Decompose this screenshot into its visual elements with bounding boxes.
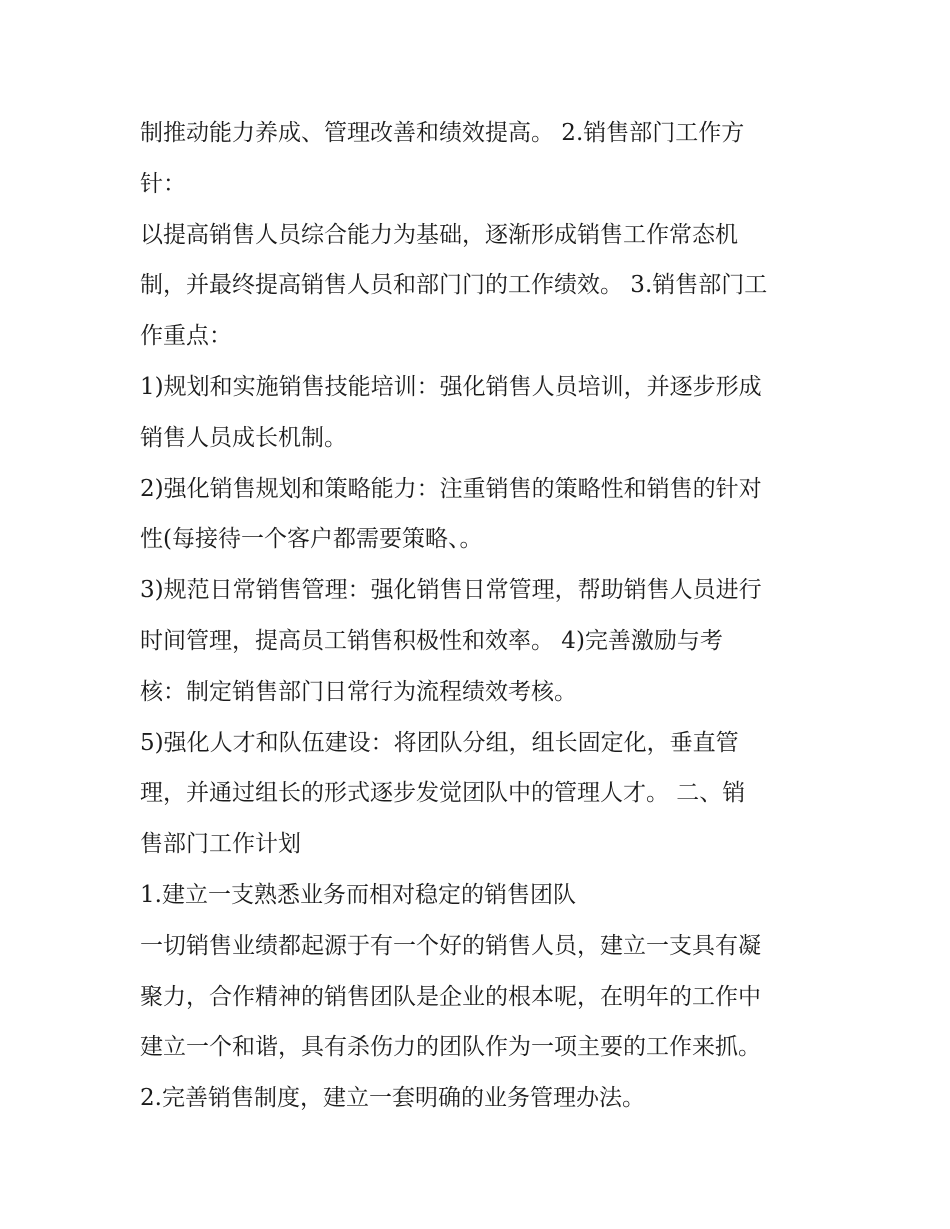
text-line: 作重点： <box>140 323 232 350</box>
section-heading: 1.建立一支熟悉业务而相对稳定的销售团队 <box>140 881 576 908</box>
text-line: 核：制定销售部门日常行为流程绩效考核。 <box>140 678 577 705</box>
text-line: 针： <box>140 170 186 197</box>
text-line: 建立一个和谐，具有杀伤力的团队作为一项主要的工作来抓。 <box>140 1034 761 1061</box>
text-line: 制推动能力养成、管理改善和绩效提高。 2.销售部门工作方 <box>140 120 745 146</box>
text-line: 1)规划和实施销售技能培训：强化销售人员培训，并逐步形成 <box>140 373 762 400</box>
text-line: 5)强化人才和队伍建设：将团队分组，组长固定化，垂直管 <box>140 729 739 756</box>
text-line: 性(每接待一个客户都需要策略、。 <box>140 526 483 553</box>
text-line: 2)强化销售规划和策略能力：注重销售的策略性和销售的针对 <box>140 475 762 502</box>
text-line: 一切销售业绩都起源于有一个好的销售人员，建立一支具有凝 <box>140 932 761 959</box>
text-line: 制，并最终提高销售人员和部门门的工作绩效。 3.销售部门工 <box>140 272 768 299</box>
text-line: 以提高销售人员综合能力为基础，逐渐形成销售工作常态机 <box>140 221 738 248</box>
text-line: 3)规范日常销售管理：强化销售日常管理，帮助销售人员进行 <box>140 577 762 604</box>
section-heading: 2.完善销售制度，建立一套明确的业务管理办法。 <box>140 1085 645 1112</box>
text-line: 销售人员成长机制。 <box>140 424 347 451</box>
document-body <box>140 108 820 1124</box>
text-line: 聚力，合作精神的销售团队是企业的根本呢，在明年的工作中 <box>140 983 761 1010</box>
text-line: 时间管理，提高员工销售积极性和效率。 4)完善激励与考 <box>140 627 723 654</box>
text-line: 售部门工作计划 <box>140 831 301 858</box>
text-line: 理，并通过组长的形式逐步发觉团队中的管理人才。 二、销 <box>140 780 746 807</box>
